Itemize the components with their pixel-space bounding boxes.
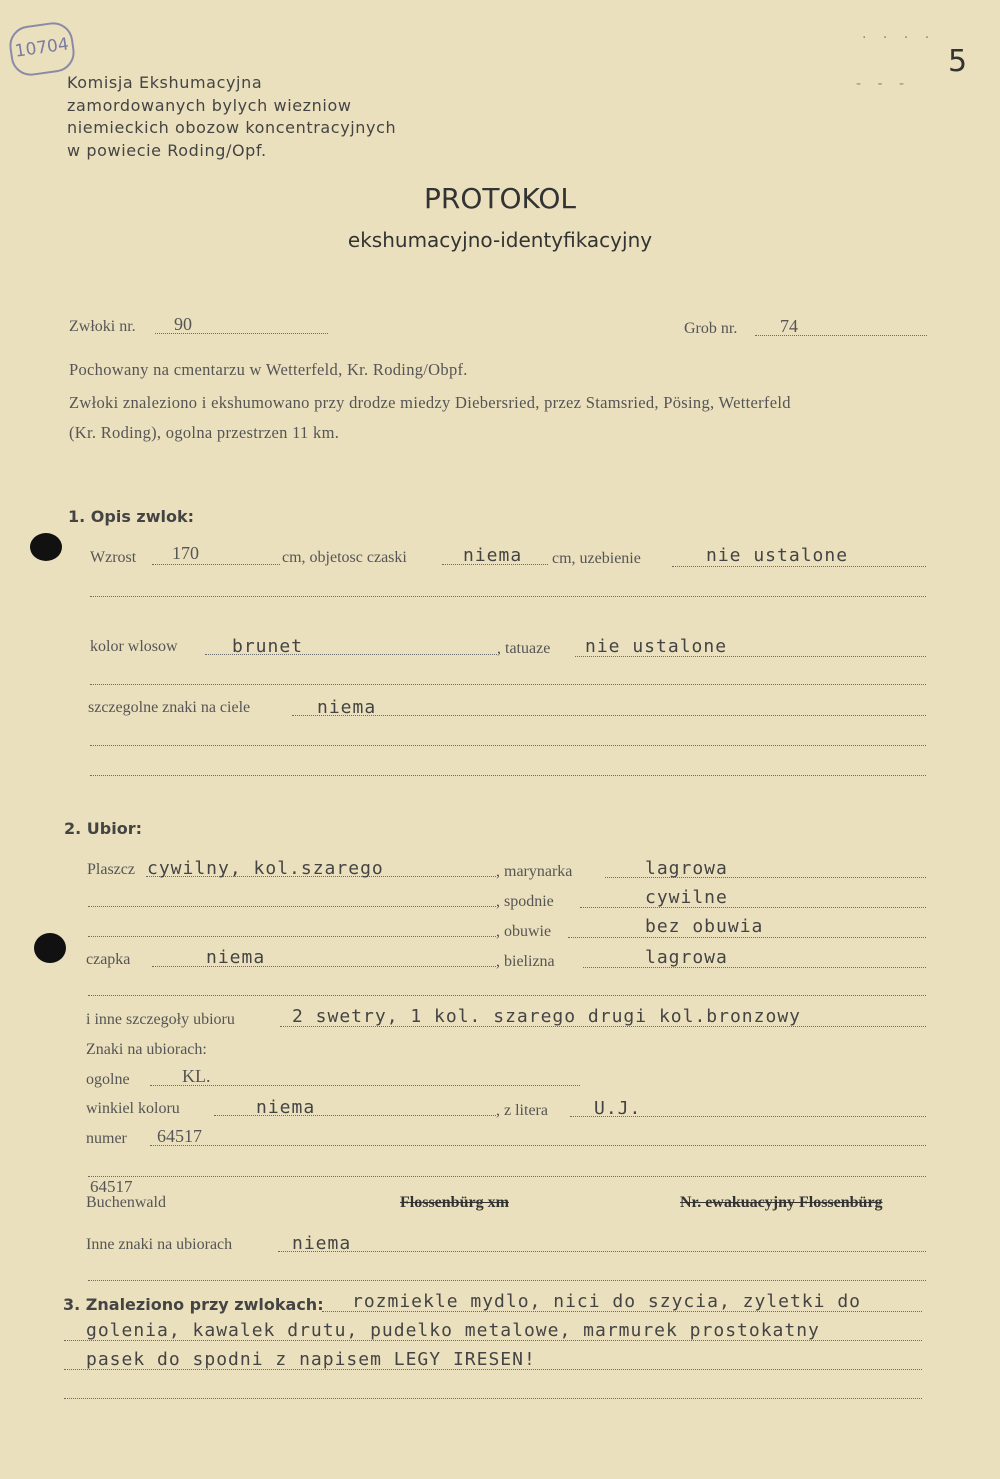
corner-dots: . . . . [862,26,936,42]
header-line: w powiecie Roding/Opf. [67,140,267,160]
dotted-line [672,566,926,567]
zwloki-label: Zwłoki nr. [69,318,136,335]
dotted-line [88,1176,926,1177]
spodnie-value: cywilne [645,887,728,908]
winkiel-label: winkiel koloru [86,1100,180,1117]
inne-label: i inne szczegoły ubioru [86,1011,235,1028]
zwloki-value: 90 [174,314,192,334]
inne-znaki-value: niema [292,1233,352,1254]
dotted-line [88,995,926,996]
cm-label: cm, objetosc czaski [282,549,407,566]
winkiel-value: niema [256,1097,316,1118]
kolor-label: kolor wlosow [90,638,178,655]
wzrost-label: Wzrost [90,549,137,566]
marynarka-value: lagrowa [645,858,728,879]
flossenburg-struck: Flossenbürg xm [400,1194,509,1211]
header-line: Komisja Ekshumacyjna [67,73,263,92]
znaki-value: niema [317,697,377,718]
found-items-line2: golenia, kawalek drutu, pudelko metalowe, marmurek prostokatny [86,1320,820,1341]
cm2-label: cm, uzebienie [552,550,641,567]
archive-stamp: 10704 [7,20,77,78]
dotted-line [90,684,926,685]
section-2-heading: 2. Ubior: [64,819,142,838]
punch-hole [34,933,66,963]
found-location-line1: Zwłoki znaleziono i ekshumowano przy drodze miedzy Diebersried, przez Stamsried, Pösing, Wetterfeld [69,393,791,412]
czapka-value: niema [206,947,266,968]
dotted-line [150,1085,580,1086]
dotted-line [278,1251,926,1252]
dotted-line [583,967,926,968]
znaki-ubiorach-label: Znaki na ubiorach: [86,1041,207,1058]
czaska-value: niema [463,545,523,566]
tatuaze-value: nie ustalone [585,636,728,657]
dotted-line [152,564,280,565]
bielizna-value: lagrowa [645,947,728,968]
page-number: 5 [948,44,968,79]
dotted-line [64,1398,922,1399]
znaki-label: szczegolne znaki na ciele [88,699,251,716]
dotted-line [88,936,496,937]
litera-value: U.J. [594,1098,642,1119]
document-title: PROTOKOL [424,182,576,215]
dotted-line [150,1145,926,1146]
found-location-line2: (Kr. Roding), ogolna przestrzen 11 km. [69,423,340,442]
header-line: zamordowanych bylych wiezniow [67,95,352,115]
section-1-heading: 1. Opis zwlok: [68,507,195,526]
grob-value: 74 [780,316,798,336]
tatuaze-label: , tatuaze [497,640,551,657]
obuwie-value: bez obuwia [645,916,764,937]
marynarka-label: , marynarka [496,863,573,880]
ogolne-label: ogolne [86,1071,130,1088]
dotted-line [292,715,926,716]
dotted-line [152,966,496,967]
punch-hole [30,533,62,561]
dotted-line [90,775,926,776]
dotted-line [568,937,926,938]
litera-label: , z litera [496,1102,548,1119]
commission-header [67,72,467,162]
grob-label: Grob nr. [684,320,738,337]
numer-value: 64517 [157,1126,202,1146]
inne-znaki-label: Inne znaki na ubiorach [86,1236,233,1253]
numer-label: numer [86,1130,127,1147]
dotted-line [90,596,926,597]
czapka-label: czapka [86,951,131,968]
burial-place: Pochowany na cmentarzu w Wetterfeld, Kr. Roding/Obpf. [69,360,468,379]
found-items-line3: pasek do spodni z napisem LEGY IRESEN! [86,1349,536,1370]
wzrost-value: 170 [172,543,199,563]
document-subtitle: ekshumacyjno-identyfikacyjny [347,228,653,252]
obuwie-label: , obuwie [496,923,552,940]
found-items-line1: rozmiekle mydlo, nici do szycia, zyletki do [352,1291,861,1312]
bielizna-label: , bielizna [496,953,555,970]
uzebienie-value: nie ustalone [706,545,849,566]
ogolne-value: KL. [182,1066,211,1086]
spodnie-label: , spodnie [496,893,554,910]
buchenwald-number: 64517 [90,1177,133,1196]
evacuation-number-struck: Nr. ewakuacyjny Flossenbürg [680,1194,883,1211]
dotted-line [88,906,496,907]
plaszcz-label: Plaszcz [87,861,135,878]
plaszcz-value: cywilny, kol.szarego [147,858,384,879]
kolor-value: brunet [232,636,304,657]
dotted-line [90,745,926,746]
inne-value: 2 swetry, 1 kol. szarego drugi kol.bronzowy [292,1006,801,1027]
buchenwald-label: Buchenwald [86,1194,166,1211]
corner-dashes: - - - [856,76,911,92]
dotted-line [88,1280,926,1281]
header-line: niemieckich obozow koncentracyjnych [67,118,397,137]
section-3-heading: 3. Znaleziono przy zwlokach: [63,1295,324,1314]
dotted-line [580,907,926,908]
